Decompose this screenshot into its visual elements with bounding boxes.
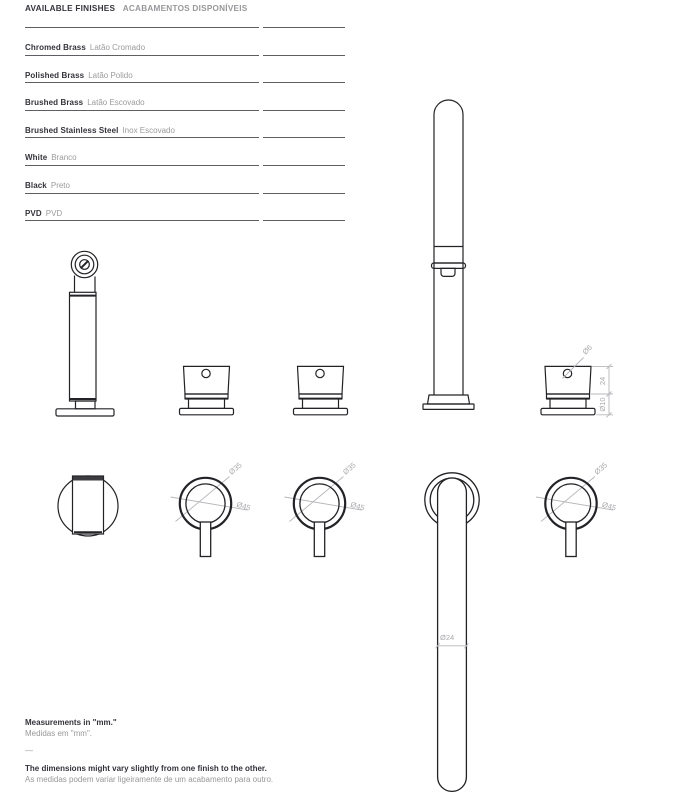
handle-side-view (294, 366, 348, 414)
finish-name-pt: Inox Escovado (122, 125, 175, 135)
faucet-side-view (423, 100, 474, 409)
finish-name: Black (25, 180, 47, 190)
dim-label-handle-inner: Ø35 (227, 460, 244, 477)
finish-name-pt: Latão Polido (88, 70, 133, 80)
finish-name: PVD (25, 208, 42, 218)
variation-note-pt: As medidas podem variar ligeiramente de um acabamento para outro. (25, 775, 274, 784)
variation-note-en: The dimensions might vary slightly from one finish to the other. (25, 764, 267, 773)
dim-label-handle-outer: Ø45 (235, 499, 252, 513)
dim-label-handle-inner: Ø35 (592, 460, 610, 477)
handle-top-view (171, 477, 248, 557)
spout-outlet (441, 268, 455, 276)
holder-top-view (58, 476, 118, 536)
handle-top-view (536, 477, 613, 557)
dim-label-screw: Ø6 (580, 342, 594, 357)
dim-label-handle-height: 24 (598, 376, 607, 386)
measurements-note-en: Measurements in "mm." (25, 718, 117, 727)
footer-notes (25, 717, 273, 785)
dim-label-spout: Ø24 (440, 633, 455, 642)
finish-name-pt: Branco (51, 153, 77, 163)
dim-label-handle-inner: Ø35 (341, 460, 358, 477)
finish-name: Brushed Stainless Steel (25, 125, 119, 135)
handle-side-view (180, 366, 234, 414)
handle-top-view (285, 477, 362, 557)
handle-side-view-dimensioned (541, 366, 595, 414)
finishes-title-en: AVAILABLE FINISHES (25, 4, 116, 13)
footer-divider: — (25, 746, 33, 755)
dim-label-shank: Ø10 (598, 397, 607, 412)
finish-name-pt: Latão Cromado (89, 43, 146, 52)
finish-name: White (25, 153, 48, 163)
finishes-title-pt: ACABAMENTOS DISPONÍVEIS (122, 4, 248, 13)
dim-label-handle-outer: Ø45 (349, 499, 366, 513)
finish-name: Brushed Brass (25, 98, 84, 108)
measurements-note-pt: Medidas em "mm". (25, 729, 93, 738)
finish-name: Polished Brass (25, 70, 85, 80)
holder-side-view (56, 251, 114, 416)
finish-name: Chromed Brass (25, 43, 86, 52)
finish-name-pt: PVD (45, 208, 63, 218)
faucet-top-view (425, 473, 479, 792)
dim-label-handle-outer: Ø45 (600, 499, 618, 513)
finish-name-pt: Preto (50, 180, 70, 190)
finish-name-pt: Latão Escovado (87, 98, 145, 108)
handle-dimensions (563, 343, 614, 417)
